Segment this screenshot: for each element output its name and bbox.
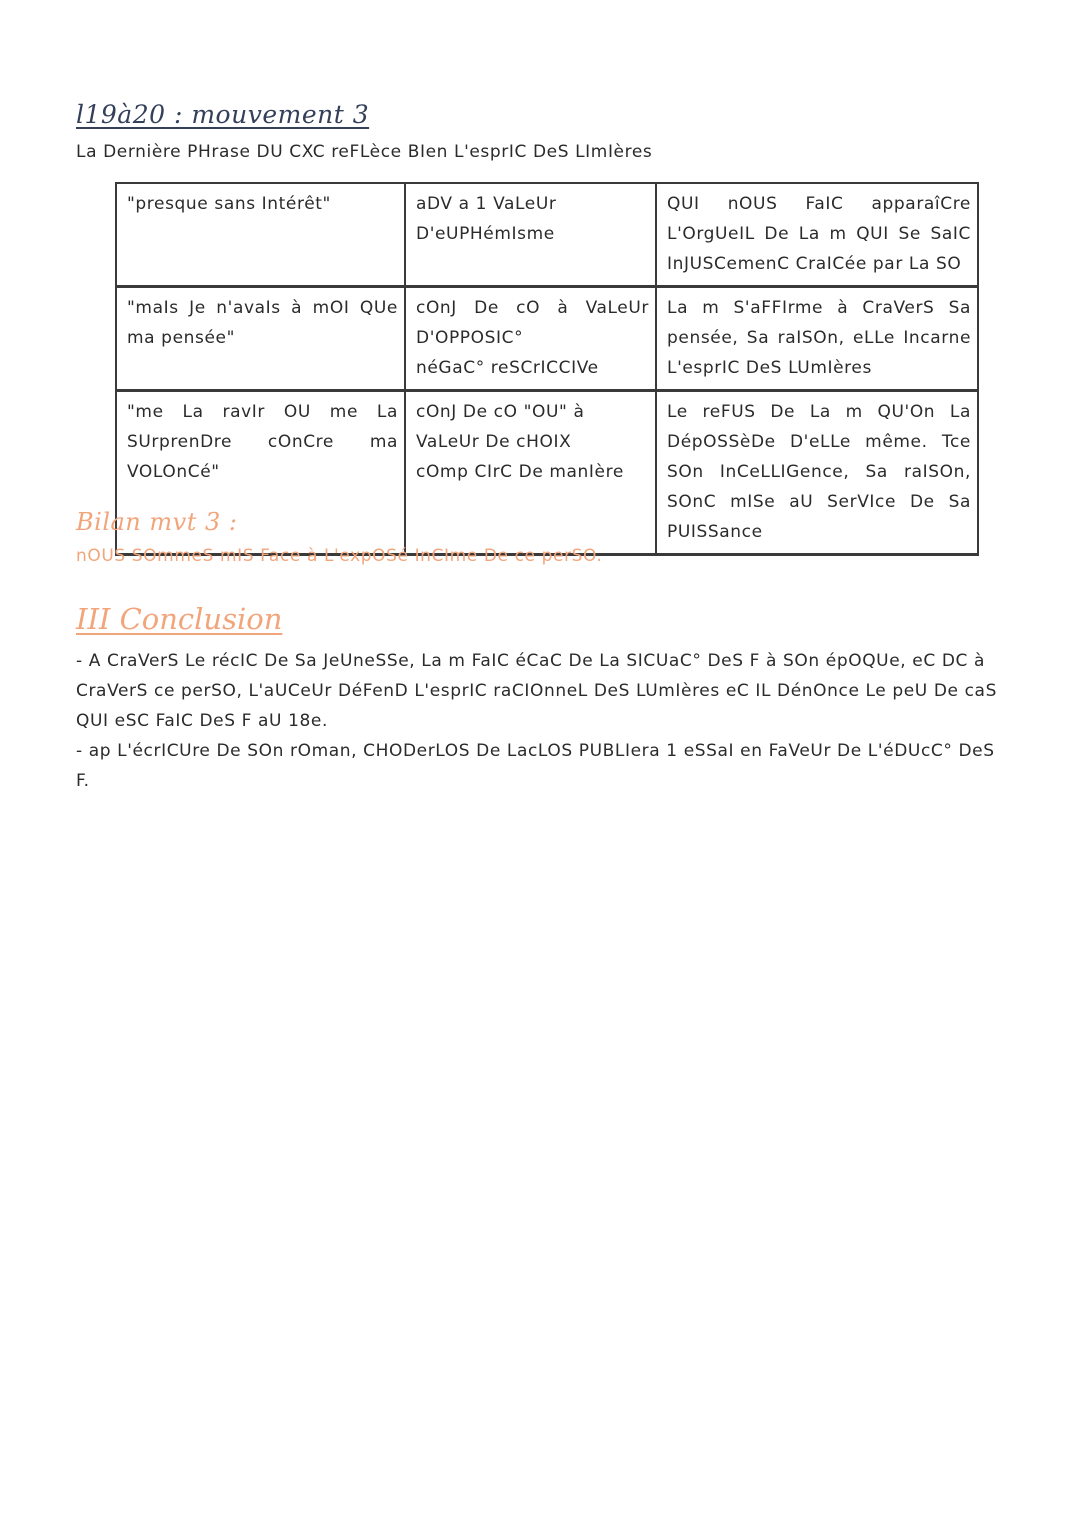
section-heading: l19à20 : mouvement 3 [76,100,370,129]
quote-cell: "presque sans Intérêt" [116,183,405,287]
bilan-title: Bilan mvt 3 : [76,508,238,536]
grammar-line: cOnJ De cO à VaLeUr D'OPPOSIC° [416,298,649,348]
grammar-line: aDV a 1 VaLeUr [416,194,557,214]
grammar-line: cOnJ De cO "OU" à VaLeUr De cHOIX [416,402,585,452]
interpretation-cell: QUI nOUS FaIC apparaîCre L'OrgUeIL De La m QUI Se SaIC InJUSCemenC CraICée par La SO [656,183,978,287]
table-row [116,391,978,555]
table-row [116,287,978,391]
conclusion-paragraph: - A CraVerS Le récIC De Sa JeUneSSe, La m FaIC éCaC De La SICUaC° DeS F à SOn épOQUe, eC DC à CraVerS ce perSO, L'aUCeUr DéFenD L'esprIC raCIOnneL DeS LUmIères eC IL DénOnce Le peU De caS QUI eSC FaIC DeS F aU 18e. [76,651,997,731]
grammar-line: néGaC° reSCrICCIVe [416,358,599,378]
analysis-table [115,182,979,556]
intro-text: La Dernière PHrase DU CXC reFLèce BIen L'esprIC DeS LImIères [76,142,653,162]
grammar-cell [405,287,656,391]
grammar-cell [405,183,656,287]
table-row [116,183,978,287]
conclusion-paragraph: - ap L'écrICUre De SOn rOman, CHODerLOS De LacLOS PUBLIera 1 eSSaI en FaVeUr De L'éDUcC° DeS F. [76,741,995,791]
interpretation-cell: La m S'aFFIrme à CraVerS Sa pensée, Sa raISOn, eLLe Incarne L'esprIC DeS LUmIères [656,287,978,391]
bilan-text: nOUS SOmmeS mIS Face à L'expOSé InCIme De ce perSO. [76,546,603,566]
grammar-line: D'eUPHémIsme [416,224,555,244]
conclusion-title: III Conclusion [76,602,283,636]
quote-cell: "me La ravIr OU me La SUrprenDre cOnCre ma VOLOnCé" [116,391,405,555]
interpretation-cell: Le reFUS De La m QU'On La DépOSSèDe D'eLLe même. Tce SOn InCeLLIGence, Sa raISOn, SOnC mISe aU SerVIce De Sa PUISSance [656,391,978,555]
conclusion-body [76,646,1006,796]
grammar-line: cOmp CIrC De manIère [416,462,624,482]
quote-cell: "maIs Je n'avaIs à mOI QUe ma pensée" [116,287,405,391]
grammar-cell [405,391,656,555]
